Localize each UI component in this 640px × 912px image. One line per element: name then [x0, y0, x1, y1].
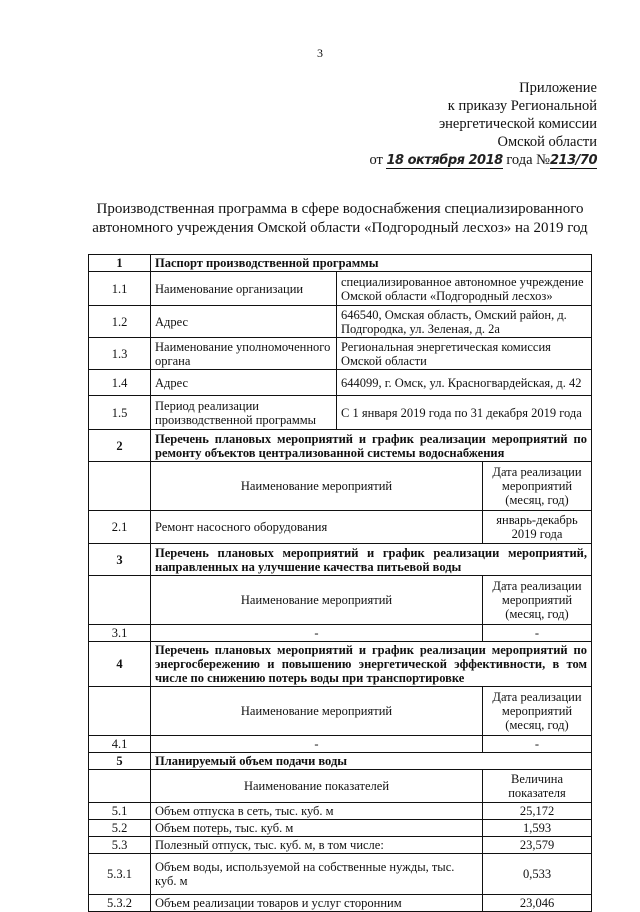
row-value: Региональная энергетическая комиссия Омской области	[337, 338, 592, 370]
order-mid: года №	[506, 152, 551, 168]
header-name: Наименование мероприятий	[151, 687, 483, 735]
section-2-row	[89, 430, 592, 462]
section-title: Планируемый объем подачи воды	[151, 753, 592, 770]
row-date: январь-декабрь 2019 года	[496, 513, 578, 541]
row-number: 5.1	[89, 803, 151, 820]
order-prefix: от	[369, 152, 383, 168]
page-number: 3	[317, 46, 323, 60]
section-title: Перечень плановых мероприятий и график реализации мероприятий, направленных на улучшение качества питьевой воды	[151, 544, 592, 576]
row-value: С 1 января 2019 года по 31 декабря 2019 года	[337, 396, 592, 430]
row-number: 1.4	[89, 370, 151, 396]
row-value: 0,533	[522, 867, 552, 881]
program-passport-table	[88, 254, 592, 912]
appendix-line-3: энергетической комиссии	[438, 116, 597, 132]
appendix-line-4: Омской области	[497, 134, 597, 150]
row-name: Объем потерь, тыс. куб. м	[151, 820, 483, 836]
row-name: Полезный отпуск, тыс. куб. м, в том числе:	[151, 837, 483, 853]
header-date: Дата реализации мероприятий (месяц, год)	[492, 465, 582, 507]
title-line-2: автономного учреждения Омской области «Подгородный лесхоз» на 2019 год	[92, 220, 588, 236]
row-value: 1,593	[522, 821, 552, 835]
row-name: -	[151, 736, 483, 752]
section-title: Перечень плановых мероприятий и график реализации мероприятий по ремонту объектов централизованной системы водоснабжения	[151, 430, 592, 462]
row-number: 5.2	[89, 820, 151, 837]
table-row	[89, 370, 592, 396]
document-title	[60, 200, 620, 238]
row-name: Объем реализации товаров и услуг сторонним	[151, 895, 483, 911]
section-number: 2	[89, 430, 151, 462]
row-name: Объем воды, используемой на собственные нужды, тыс. куб. м	[151, 854, 483, 894]
row-name: Объем отпуска в сеть, тыс. куб. м	[151, 803, 483, 819]
table-row	[89, 396, 592, 430]
section-number: 4	[89, 642, 151, 687]
row-label: Наименование уполномоченного органа	[151, 338, 337, 370]
section-title: Паспорт производственной программы	[151, 255, 592, 272]
section-3-row	[89, 544, 592, 576]
title-line-1: Производственная программа в сфере водоснабжения специализированного	[96, 201, 584, 217]
appendix-line-2: к приказу Региональной	[447, 98, 597, 114]
row-name: Ремонт насосного оборудования	[151, 511, 483, 543]
table-row	[89, 736, 592, 753]
header-name: Наименование мероприятий	[151, 576, 483, 624]
row-number: 1.3	[89, 338, 151, 370]
header-date: Дата реализации мероприятий (месяц, год)	[492, 690, 582, 732]
section-5-row	[89, 753, 592, 770]
row-number: 5.3	[89, 837, 151, 854]
section-number: 3	[89, 544, 151, 576]
table-row	[89, 306, 592, 338]
header-name: Наименование мероприятий	[151, 462, 483, 510]
section-title: Перечень плановых мероприятий и график реализации мероприятий по энергосбережению и повышению энергетической эффективности, в том числе по снижению потерь воды при транспортировке	[151, 642, 592, 687]
row-value: 646540, Омская область, Омский район, д. Подгородка, ул. Зеленая, д. 2а	[337, 306, 592, 338]
row-number: 5.3.1	[89, 854, 151, 895]
row-number: 2.1	[89, 511, 151, 544]
row-value: 23,046	[519, 896, 555, 910]
table-row	[89, 837, 592, 854]
table-header-row	[89, 576, 592, 625]
row-number: 5.3.2	[89, 895, 151, 912]
table-row	[89, 272, 592, 306]
row-value: 23,579	[519, 838, 555, 852]
appendix-line-1: Приложение	[519, 80, 597, 96]
header-name: Наименование показателей	[151, 770, 483, 802]
section-number: 5	[89, 753, 151, 770]
row-number: 1.5	[89, 396, 151, 430]
table-row	[89, 820, 592, 837]
table-header-row	[89, 770, 592, 803]
row-label: Адрес	[151, 306, 337, 338]
row-number: 4.1	[89, 736, 151, 753]
table-row	[89, 625, 592, 642]
row-value: 25,172	[519, 804, 555, 818]
section-1-row	[89, 255, 592, 272]
row-number: 1.2	[89, 306, 151, 338]
row-value: 644099, г. Омск, ул. Красногвардейская, д. 42	[337, 370, 592, 396]
row-number: 1.1	[89, 272, 151, 306]
table-row	[89, 895, 592, 912]
row-date: -	[534, 737, 540, 751]
order-reference	[369, 151, 597, 169]
table-row	[89, 511, 592, 544]
row-label: Период реализации производственной программы	[151, 396, 337, 430]
table-row	[89, 338, 592, 370]
row-date: -	[534, 626, 540, 640]
row-label: Адрес	[151, 370, 337, 396]
row-value: специализированное автономное учреждение Омской области «Подгородный лесхоз»	[337, 272, 592, 306]
table-row	[89, 854, 592, 895]
order-number-handwritten: 213/70	[550, 153, 597, 168]
row-number: 3.1	[89, 625, 151, 642]
table-header-row	[89, 462, 592, 511]
header-value: Величина показателя	[508, 772, 566, 800]
header-date: Дата реализации мероприятий (месяц, год)	[492, 579, 582, 621]
table-row	[89, 803, 592, 820]
section-number: 1	[89, 255, 151, 272]
order-date-handwritten: 18 октября 2018	[386, 153, 503, 168]
appendix-block	[369, 79, 597, 169]
table-header-row	[89, 687, 592, 736]
row-label: Наименование организации	[151, 272, 337, 306]
section-4-row	[89, 642, 592, 687]
row-name: -	[151, 625, 483, 641]
